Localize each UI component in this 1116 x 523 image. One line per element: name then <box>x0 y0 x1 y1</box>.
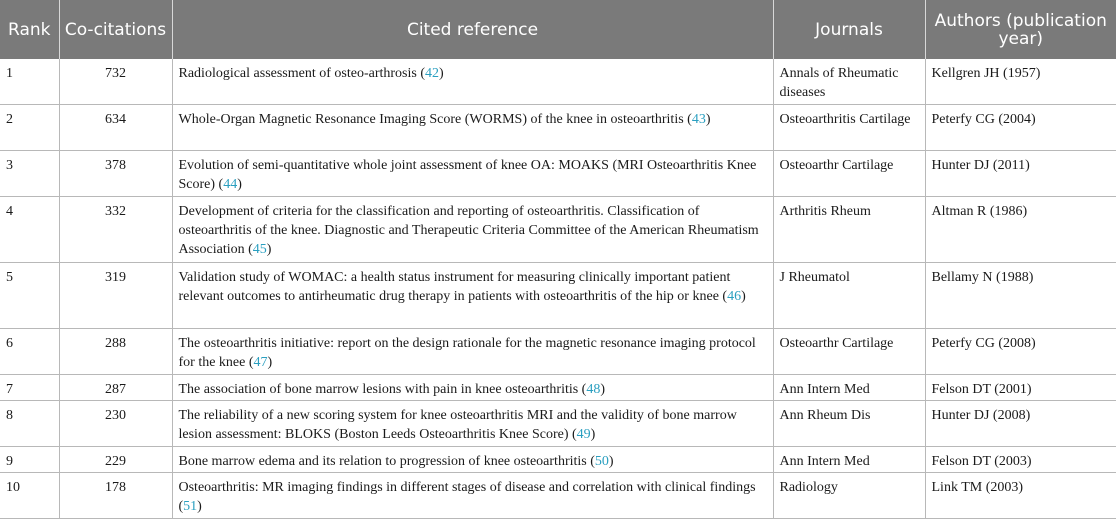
cell-author: Peterfy CG (2008) <box>925 329 1116 375</box>
cell-reference <box>172 197 773 263</box>
cell-author: Bellamy N (1988) <box>925 263 1116 329</box>
header-row <box>0 0 1116 59</box>
cell-reference <box>172 105 773 151</box>
cell-author: Felson DT (2003) <box>925 447 1116 473</box>
cell-cocitations: 332 <box>59 197 172 263</box>
cell-rank: 8 <box>0 401 59 447</box>
reference-link[interactable]: 43 <box>691 112 706 127</box>
cell-author: Altman R (1986) <box>925 197 1116 263</box>
reference-text: Development of criteria for the classification and reporting of osteoarthritis. Classification of osteoarthritis of the knee. Diagnostic and Therapeutic Criteria Committee of the American Rheumatism Association ( <box>178 204 759 257</box>
cell-reference <box>172 375 773 401</box>
table-row <box>0 375 1116 401</box>
cell-reference <box>172 59 773 105</box>
cell-journal: Annals of Rheumatic diseases <box>773 59 925 105</box>
table-row <box>0 263 1116 329</box>
reference-text: Whole-Organ Magnetic Resonance Imaging Score (WORMS) of the knee in osteoarthritis ( <box>178 112 692 127</box>
reference-link[interactable]: 48 <box>586 382 601 397</box>
header-cocitations: Co-citations <box>59 0 172 59</box>
header-authors: Authors (publication year) <box>925 0 1116 59</box>
table-header <box>0 0 1116 59</box>
reference-link[interactable]: 42 <box>425 66 440 81</box>
cell-cocitations: 229 <box>59 447 172 473</box>
cell-rank: 3 <box>0 151 59 197</box>
cell-author: Link TM (2003) <box>925 473 1116 519</box>
cell-rank: 9 <box>0 447 59 473</box>
cell-rank: 10 <box>0 473 59 519</box>
header-rank: Rank <box>0 0 59 59</box>
cell-journal: Ann Intern Med <box>773 447 925 473</box>
header-journals: Journals <box>773 0 925 59</box>
cell-rank: 1 <box>0 59 59 105</box>
table-row <box>0 329 1116 375</box>
table-row <box>0 473 1116 519</box>
cell-reference <box>172 401 773 447</box>
reference-text: The association of bone marrow lesions with pain in knee osteoarthritis ( <box>178 382 587 397</box>
reference-close: ) <box>266 242 272 257</box>
cell-author: Kellgren JH (1957) <box>925 59 1116 105</box>
cell-reference <box>172 473 773 519</box>
reference-link[interactable]: 44 <box>223 177 238 192</box>
table-row <box>0 447 1116 473</box>
cell-rank: 5 <box>0 263 59 329</box>
cell-rank: 2 <box>0 105 59 151</box>
cell-cocitations: 288 <box>59 329 172 375</box>
reference-text: Radiological assessment of osteo-arthrosis ( <box>178 66 426 81</box>
reference-text: Validation study of WOMAC: a health status instrument for measuring clinically important patient relevant outcomes to antirheumatic drug therapy in patients with osteoarthritis of the hip or knee ( <box>178 270 731 304</box>
header-cited-reference: Cited reference <box>172 0 773 59</box>
cell-rank: 6 <box>0 329 59 375</box>
cell-journal: J Rheumatol <box>773 263 925 329</box>
cell-reference <box>172 329 773 375</box>
reference-close: ) <box>705 112 711 127</box>
table-row <box>0 401 1116 447</box>
cell-journal: Ann Intern Med <box>773 375 925 401</box>
cell-cocitations: 319 <box>59 263 172 329</box>
reference-text: The reliability of a new scoring system for knee osteoarthritis MRI and the validity of bone marrow lesion assessment: BLOKS (Boston Leeds Osteoarthritis Knee Score) ( <box>178 408 737 442</box>
reference-close: ) <box>439 66 444 81</box>
cell-cocitations: 230 <box>59 401 172 447</box>
table-row <box>0 151 1116 197</box>
cell-reference <box>172 263 773 329</box>
cell-journal: Arthritis Rheum <box>773 197 925 263</box>
reference-close: ) <box>590 427 596 442</box>
cell-author: Hunter DJ (2008) <box>925 401 1116 447</box>
cell-rank: 7 <box>0 375 59 401</box>
table-row <box>0 59 1116 105</box>
cell-author: Felson DT (2001) <box>925 375 1116 401</box>
cell-journal: Osteoarthr Cartilage <box>773 329 925 375</box>
cell-cocitations: 732 <box>59 59 172 105</box>
reference-link[interactable]: 46 <box>727 289 742 304</box>
reference-link[interactable]: 47 <box>253 355 268 370</box>
reference-close: ) <box>197 499 202 514</box>
reference-link[interactable]: 45 <box>252 242 267 257</box>
reference-close: ) <box>741 289 746 304</box>
reference-link[interactable]: 51 <box>183 499 198 514</box>
cell-reference <box>172 447 773 473</box>
cell-cocitations: 634 <box>59 105 172 151</box>
reference-link[interactable]: 50 <box>594 454 609 469</box>
reference-close: ) <box>267 355 273 370</box>
cell-journal: Osteoarthritis Cartilage <box>773 105 925 151</box>
cell-author: Hunter DJ (2011) <box>925 151 1116 197</box>
cell-journal: Radiology <box>773 473 925 519</box>
cell-cocitations: 378 <box>59 151 172 197</box>
cell-cocitations: 287 <box>59 375 172 401</box>
reference-text: Bone marrow edema and its relation to progression of knee osteoarthritis ( <box>178 454 595 469</box>
cell-rank: 4 <box>0 197 59 263</box>
cell-journal: Osteoarthr Cartilage <box>773 151 925 197</box>
cell-author: Peterfy CG (2004) <box>925 105 1116 151</box>
reference-text: Evolution of semi-quantitative whole joint assessment of knee OA: MOAKS (MRI Osteoarthritis Knee Score) ( <box>178 158 757 192</box>
reference-close: ) <box>600 382 606 397</box>
table-body <box>0 59 1116 519</box>
cell-journal: Ann Rheum Dis <box>773 401 925 447</box>
table-row <box>0 197 1116 263</box>
cell-reference <box>172 151 773 197</box>
reference-text: The osteoarthritis initiative: report on the design rationale for the magnetic resonance imaging protocol for the knee ( <box>178 336 756 370</box>
table-row <box>0 105 1116 151</box>
reference-link[interactable]: 49 <box>576 427 591 442</box>
reference-text: Osteoarthritis: MR imaging findings in different stages of disease and correlation with clinical findings ( <box>178 480 756 514</box>
reference-close: ) <box>608 454 614 469</box>
reference-close: ) <box>237 177 242 192</box>
cell-cocitations: 178 <box>59 473 172 519</box>
